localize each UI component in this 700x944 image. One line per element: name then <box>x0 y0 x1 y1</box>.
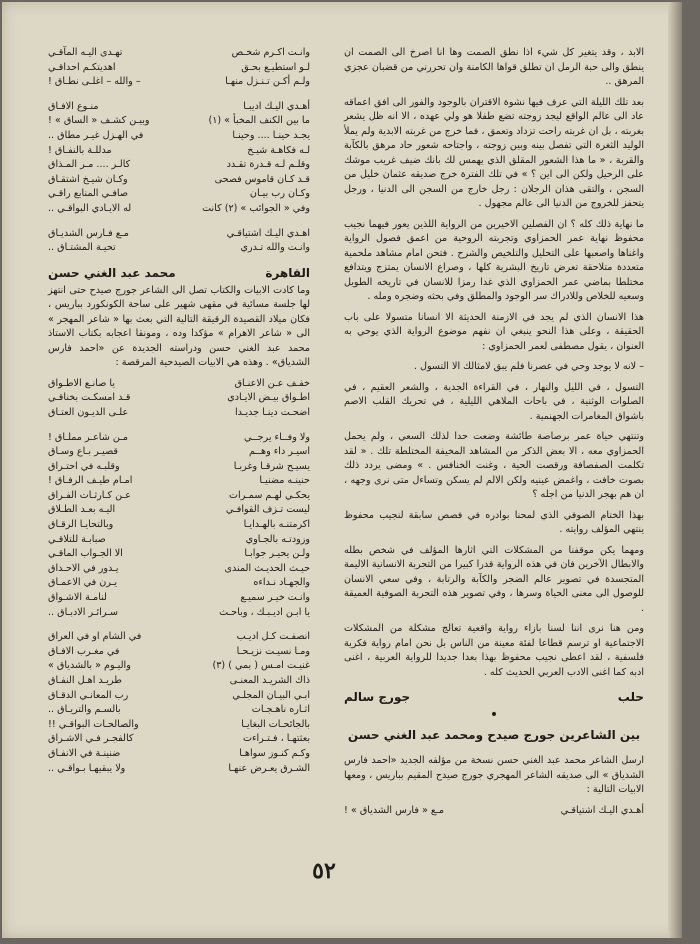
hemistich-left: تحيـة المشتـاق .. <box>48 242 116 254</box>
hemistich-right: اهـدي اليـك اشتياقـي <box>226 227 310 239</box>
hemistich-right: أهـدي اليـك اديبـا <box>243 100 310 112</box>
poem-couplet <box>48 75 310 90</box>
poem-couplet <box>48 674 310 689</box>
signoff-author: محمد عبد الغني حسن <box>48 265 176 280</box>
left-column <box>48 46 310 786</box>
poem-couplet <box>48 173 310 188</box>
paragraph: وما كادت الابيات والكتاب تصل الى الشاعر جورج صيدح حتى انتهز لها جلسة مسائية في مقهى شهير على ساحة الكونكورد بباريس ، فكان ميلاد القصيدة الرقيقة التالية التي بعث بها « شاعر المهجر » الى « شاعر الاهرام » مؤكدا وده ، ومونقا اعجابه بكتاب الاستاذ محمد عبد الغني حسن ودراسته الجديدة عن «احمد فارس الشدياق» . وهذه هي الابيات الصيدحية المرقصة : <box>48 284 310 369</box>
paragraph: ما نهاية ذلك كله ؟ ان الفصلين الاخيرين من الرواية اللذين يعور فيهما نجيب محفوظ نهاية عمر الحمزاوي وتجربته الروحية من اعمق فصول الرواية واغناها واصعبها على التحليل والتلخيص والشرح . فتحن امام مشاهد ملحمية متعددة متلاحقة تعرض تاريخ البشرية كلها ، وصراع الانسان يمتزج ويتدافع مختلطا بماضي عمر الحمزاوي الذي غدا رمزا للانسان في تاريخه الطويل وسعيه للخلاص وللادراك سر الوجود والمطلق وفي بحثه وضجره ومله . <box>344 218 644 302</box>
right-column <box>344 46 644 818</box>
separator-bullet: • <box>489 707 499 723</box>
poem-stanza <box>48 377 310 421</box>
poem-couplet <box>48 377 310 392</box>
hemistich-left: مـع « فارس الشدياق » ! <box>344 804 444 816</box>
hemistich-left: مـع فـارس الشديـاق <box>48 227 129 239</box>
poem-stanza <box>48 431 310 621</box>
hemistich-right: الشـرق يعـرض عنهـا <box>228 762 310 774</box>
hemistich-right: قـد كـان قاموس فصحى <box>214 173 310 185</box>
poem-stanza <box>48 227 310 256</box>
hemistich-left: في الهـزل غيـر مطاق .. <box>48 129 144 141</box>
hemistich-left: اهديتكـم احداقـي <box>48 61 116 73</box>
hemistich-left: له الايـادي البواقـي .. <box>48 202 132 214</box>
hemistich-right: وانـت والله تـدري <box>240 242 310 254</box>
poem-couplet <box>48 144 310 159</box>
paragraph: بهذا الختام الصوفي الذي لمحنا بوادره في فصص سابقة لنجيب محفوظ ينتهي المؤلف روايته . <box>344 509 644 535</box>
poem-couplet <box>48 591 310 606</box>
poem-couplet <box>48 718 310 733</box>
poem-couplet <box>48 431 310 446</box>
hemistich-right: لـه فكاهـة شيـخ <box>247 144 310 156</box>
poem-stanza <box>48 100 310 217</box>
poem-couplet <box>48 762 310 777</box>
hemistich-right: وزودتـه بالجـاوي <box>245 533 310 545</box>
hemistich-right: وكـم كنـوز سواهـا <box>239 747 310 759</box>
poem-couplet <box>48 100 310 115</box>
hemistich-left: مدللـة بالنفـاق ! <box>48 144 112 156</box>
hemistich-right: بعثتهـا ، فـتـراءت <box>242 733 310 745</box>
hemistich-left: كالـر .... مـر المـذاق <box>48 159 131 171</box>
poem-couplet <box>48 202 310 217</box>
hemistich-left: اليـه بعـد الطـلاق <box>48 504 116 516</box>
poem-couplet <box>48 187 310 202</box>
hemistich-right: يا ابـن اديـبـك ، وباحـث <box>219 606 310 618</box>
hemistich-right: أهـدي اليـك اشتياقـي <box>560 804 644 816</box>
poem-couplet <box>48 460 310 475</box>
hemistich-right: يسيـح شرقـا وغربـا <box>233 460 310 472</box>
hemistich-right: خفـف عـن الاعنـاق <box>234 377 310 389</box>
binding-edge <box>668 2 682 938</box>
hemistich-right: وقلـم لـه قـدرة تقـدد <box>226 159 310 171</box>
hemistich-left: علـى الديـون العتـاق <box>48 406 129 418</box>
hemistich-right: يحكـي لهـم سمـرات <box>229 489 310 501</box>
hemistich-left: امـام طيـف الرفـاق ! <box>48 475 133 487</box>
poem-couplet <box>48 406 310 421</box>
poem-couplet <box>48 703 310 718</box>
hemistich-left: ضنينـة في الانفـاق <box>48 747 121 759</box>
hemistich-left: وقلبـه في احتـراق <box>48 460 120 472</box>
hemistich-left: في مغـرب الافـاق <box>48 645 120 657</box>
poem-couplet <box>48 533 310 548</box>
hemistich-right: حيـث الحديـث المندى <box>224 562 310 574</box>
poem-stanza <box>48 630 310 776</box>
dedication-intro: ارسل الشاعر محمد عبد الغني حسن نسخة من مؤلفه الجديد «احمد فارس الشدياق » الى صديقه الشاعر المهجري جورج صيدح المقيم بباريس ، ومعها الابيات التالية : <box>344 755 644 795</box>
hemistich-left: يـدور في الاحـداق <box>48 562 119 574</box>
page-number: ٥٢ <box>312 858 336 884</box>
hemistich-right: ما بين الكنف المخبأ » (١) <box>208 115 310 127</box>
poem-couplet <box>48 518 310 533</box>
hemistich-right: ابـي البيـان المجلـي <box>232 689 310 701</box>
hemistich-right: اضحـت دينـا جديـدا <box>234 406 310 418</box>
hemistich-left: عـن كـارثـات الفـراق <box>48 489 131 501</box>
poem-stanza <box>48 46 310 90</box>
hemistich-left: الا الجـواب الماقـي <box>48 548 123 560</box>
hemistich-left: واليـوم « بالشدياق » <box>48 660 131 672</box>
poem-couplet <box>48 46 310 61</box>
paragraph: بعد تلك الليلة التي عرف فيها نشوة الاقتران بالوجود والفور الى افق اعماقه عاد الى عالم الواقع ليجد زوجته تضع طفلا هو ولي عهده ، الا انه ظل يشعر بغربته ، بل ان غربته راحت تزداد وتعمق ، فما خرج من غربته الابدية ولم يملأ الوليد الثغرة التي تفصل بينه وبين زوجته ، واجتاحه شعور حاد مرهق بالكآبة والقربة ، « ما هذا الشعور المقلق الذي يهمس لك بانك ضيف غريب موشك على الرحيل ولكن الى اين ؟ » في تلك الفترة خرج صديقه عثمان خليل من السجن ، والتقى هذان الرجلان : رجل خارج من السجن الى الدنيا ، ورجل يتحفز للخروج من الدنيا الى عالم مجهول . <box>344 96 644 209</box>
paragraph: ومهما يكن موقفنا من المشكلات التي اثارها المؤلف في شخص بطله والابطال الآخرين فان في هذه الرواية قدرا كبيرا من التجربة الانسانية الاليمة المتجسدة في تصوير عالم الضجر والكآبة والرتابة ، وفي سعي الانسان للوصول الى معنى الحياة وسرها ، وفي تصوير هذه التجربة الصوفية العميقة . <box>344 544 644 614</box>
article-signoff <box>344 690 644 704</box>
poem-couplet <box>48 489 310 504</box>
hemistich-left: والصالحـات البواقـي !! <box>48 718 139 730</box>
hemistich-left: صافـي المنابع راقـي <box>48 188 128 200</box>
poem-couplet <box>48 732 310 747</box>
poem-couplet <box>48 576 310 591</box>
hemistich-right: وانـت خيـر سميـع <box>240 592 310 604</box>
hemistich-right: وفي « الجوائب » (٢) كانت <box>202 202 310 214</box>
poem-couplet <box>48 645 310 660</box>
hemistich-right: غنيـت امـس ( بمي ) (٣) <box>212 660 310 672</box>
poem-couplet <box>48 547 310 562</box>
poem-couplet <box>48 445 310 460</box>
hemistich-left: لنامـة الاشـواق <box>48 592 107 604</box>
hemistich-left: طريـد اهـل النفـاق <box>48 675 122 686</box>
hemistich-left: كالفجـر فـي الاشـراق <box>48 733 134 745</box>
magazine-page <box>2 2 682 938</box>
poem-couplet <box>48 391 310 406</box>
poem-couplet <box>48 129 310 144</box>
hemistich-left: مـن شاعـر مملـاق ! <box>48 431 129 443</box>
hemistich-right: لـو استطيـع بحـق <box>241 61 310 73</box>
hemistich-right: انصفـت كـل اديـب <box>236 631 310 643</box>
signoff-city: القاهرة <box>265 265 310 280</box>
hemistich-right: ومـا نسيـت نزيـحـا <box>236 645 310 657</box>
hemistich-right: ذاك الشريـد المعنـى <box>229 675 310 686</box>
hemistich-right: ولـن يحيـر جوابـا <box>244 548 310 560</box>
hemistich-left: وكـان شيـخ اشتقـاق <box>48 173 128 185</box>
hemistich-right: وكـان رب بيـان <box>249 188 310 200</box>
poem-couplet <box>48 659 310 674</box>
poem-couplet <box>48 158 310 173</box>
paragraph: – لانه لا يوجد وحي في عصرنا فلم يبق لامثالك الا التسول . <box>413 361 644 372</box>
poem-couplet <box>48 747 310 762</box>
hemistich-left: سـرائـر الادبـاق .. <box>48 606 119 618</box>
hemistich-right: اطـواق بيـض الايـادي <box>227 392 310 404</box>
poem-couplet <box>48 61 310 76</box>
hemistich-left: منـوع الافـاق <box>48 100 99 112</box>
hemistich-left: وبالتحايـا الرقـاق <box>48 519 114 531</box>
hemistich-left: قصيـر بـاع وسـاق <box>48 446 118 458</box>
paragraph: ومن هنا نرى اننا لسنا بازاء رواية واقعية تعالج مشكلة من المشكلات الاجتماعية او ترسم قطاعا لفئة معينة من الناس بل نحن امام رواية فكرية فلسفية ، لقد اعطى نجيب محفوظ بهذا بعدا جديدا للرواية العربية ، اغنى ادبه كما اغنى الادب العربي الحديث كله . <box>344 623 644 678</box>
hemistich-left: تهـدى اليـه المآقـي <box>48 47 123 58</box>
hemistich-left: – والله – اغلـى نطـاق ! <box>48 76 141 88</box>
hemistich-left: قـد امسكـت بخناقـي <box>48 392 131 404</box>
hemistich-left: يا صانـع الاطـواق <box>48 377 115 389</box>
paragraph: هذا الانسان الذي لم يجد في الازمنة الحديثة الا انسانا متسولا على باب الحقيقة ، وعلى هذا النحو ينبغي ان نفهم موضوع الرواية الذي يوحي به العنوان ، يقول مصطفى لعمر الحمزاوي : <box>344 311 644 352</box>
poem-couplet <box>344 804 644 819</box>
signoff-author: جورج سالم <box>344 690 411 704</box>
hemistich-right: ولا وفــاء يرجــي <box>244 431 310 443</box>
poem-couplet <box>48 503 310 518</box>
poem-couplet <box>48 562 310 577</box>
poem-couplet <box>48 227 310 242</box>
hemistich-right: اثـاره ناهـجـات <box>251 704 310 716</box>
hemistich-right: اكرمتنـه بالهـدايـا <box>243 519 310 531</box>
poem-couplet <box>48 630 310 645</box>
hemistich-left: بالسـم والتريـاق .. <box>48 704 121 716</box>
hemistich-left: صبابـة للتلاقـي <box>48 533 106 545</box>
paragraph: وتنتهي حياة عمر برصاصة طائشة وضعت حدا لذلك السعي ، ولم يحمل الحمزاوي معه ، الا بعض الذكر من المشاهد المخيفة المختلطة تلك . « لقد تكلمت الصفصافة ورقصت الحية ، وغنت الخنافس . » ومضى يردد ذلك بصوت خافت ، واغمض عينيه ولكن الالم لم يسكن وتساءل متى نرى وجهه ، ان هم بهجر الدنيا من اجله ؟ <box>344 431 644 500</box>
hemistich-left: في الشام او في العراق <box>48 631 142 643</box>
hemistich-right: يجـد حينـا .... وحينـا <box>232 129 310 141</box>
hemistich-left: رب المعانـي الدقـاق <box>48 689 129 701</box>
signoff-city: حلب <box>617 690 644 704</box>
paragraph: التسول ، في الليل والنهار ، في القراءة الجدية ، والشعر العقيم ، في الصلوات الوثنية ، في باحات الملاهي الليلية ، في تحريك القلب الاصم باشواق المغامرات الجهنمية . <box>344 381 644 422</box>
paragraph: الابد ، وقد يتغير كل شيء اذا نطق الصمت وها انا اصرخ الى الصمت ان ينطق والى حبة الرمل ان تطلق قواها الكامنة وان تحررني من قضبان عجزي المرهق .. <box>344 47 644 87</box>
poem-couplet <box>48 606 310 621</box>
hemistich-right: والجهـاد نـداءه <box>253 577 310 589</box>
poem-couplet <box>48 689 310 704</box>
hemistich-right: بالجائحـات البغايـا <box>241 718 310 730</box>
poem-couplet <box>48 474 310 489</box>
poem-couplet <box>48 241 310 256</box>
section-title: بين الشاعرين جورج صيدح ومحمد عبد الغني حسن <box>347 728 641 742</box>
hemistich-left: ولا يبقيهـا بـواقـي .. <box>48 762 126 774</box>
hemistich-right: ولـم أكـن تـنـزل منهـا <box>225 76 310 88</box>
hemistich-right: حنينـه مضنيـا <box>259 475 310 487</box>
hemistich-left: وبيـن كشـف « الساق » ! <box>48 115 150 127</box>
poem-signoff <box>48 266 310 280</box>
hemistich-right: اسيـر داء وهــم <box>249 446 310 458</box>
hemistich-left: يـرن في الاعمـاق <box>48 577 118 589</box>
hemistich-right: ليست تـزف القوافـي <box>225 504 310 516</box>
poem-couplet <box>48 114 310 129</box>
hemistich-right: وانـت اكـرم شخـص <box>231 47 310 58</box>
